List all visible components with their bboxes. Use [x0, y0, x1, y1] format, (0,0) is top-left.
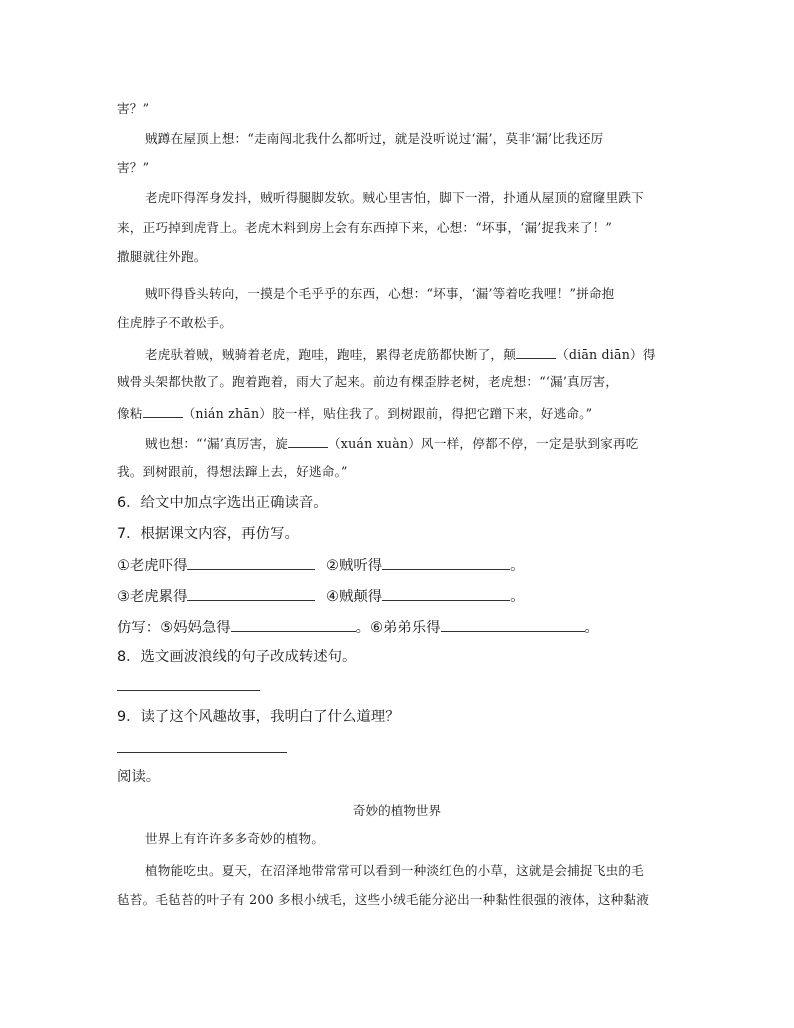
q7-imitate-prefix: 仿写： — [117, 620, 161, 636]
q7-row-2-period: 。 — [510, 589, 525, 605]
question-6: 6．给文中加点字选出正确读音。 — [117, 495, 328, 511]
q7-item-6-blank[interactable] — [441, 617, 585, 632]
q7-item-1-blank[interactable] — [187, 555, 315, 570]
story-line-12-text: 贼也想：“‘漏’真厉害，旋 — [145, 436, 288, 451]
q7-item-3-blank[interactable] — [187, 586, 315, 601]
story-line-1: 害？” — [117, 101, 150, 116]
story-line-9 — [145, 344, 656, 364]
q7-item-5-blank[interactable] — [231, 617, 356, 632]
q8-answer-line[interactable] — [117, 690, 260, 691]
q7-item-6-label: ⑥弟弟乐得 — [370, 620, 441, 636]
question-7: 7．根据课文内容，再仿写。 — [117, 526, 299, 542]
story-line-5: 来，正巧掉到虎背上。老虎木料到房上会有东西掉下来，心想：“坏事，‘漏’捉我来了！” — [117, 220, 613, 235]
story-line-6: 撒腿就往外跑。 — [117, 249, 207, 264]
story-line-8: 住虎脖子不敢松手。 — [117, 315, 233, 330]
story-line-11-pinyin: （nián zhān）胶一样，贴住我了。到树跟前，得把它蹭下来，好逃命。” — [182, 406, 593, 421]
q7-item-3-label: ③老虎累得 — [117, 589, 188, 605]
reading-paragraph-1: 世界上有许许多多奇妙的植物。 — [145, 831, 325, 846]
q7-item-4-blank[interactable] — [382, 586, 510, 601]
story-line-10: 贼骨头架都快散了。跑着跑着，雨大了起来。前边有棵歪脖老树，老虎想：“‘漏’真厉害， — [117, 374, 619, 389]
reading-paragraph-2-line-1: 植物能吃虫。夏天，在沼泽地带常常可以看到一种淡红色的小草，这就是会捕捉飞虫的毛 — [145, 863, 644, 878]
story-line-7: 贼吓得昏头转向，一摸是个毛乎乎的东西，心想：“坏事，‘漏’等着吃我哩！”拼命抱 — [145, 286, 615, 301]
question-9: 9．读了这个风趣故事，我明白了什么道理？ — [117, 709, 400, 725]
story-line-3: 害？” — [117, 160, 150, 175]
pinyin-blank-1[interactable] — [516, 344, 556, 359]
pinyin-blank-3[interactable] — [288, 433, 328, 448]
q7-row-3-period-1: 。 — [355, 620, 371, 636]
q7-row-2 — [117, 586, 525, 606]
q7-row-1-period: 。 — [510, 558, 525, 574]
story-line-12-pinyin: （xuán xuàn）风一样，停都不停，一定是驮到家再吃 — [327, 436, 639, 451]
q7-item-2-blank[interactable] — [382, 555, 510, 570]
q7-row-1 — [117, 555, 525, 575]
story-line-4: 老虎吓得浑身发抖，贼听得腿脚发软。贼心里害怕，脚下一滑，扑通从屋顶的窟窿里跌下 — [145, 190, 644, 205]
q7-item-5-label: ⑤妈妈急得 — [160, 620, 231, 636]
story-line-12 — [145, 433, 639, 453]
q7-item-1-label: ①老虎吓得 — [117, 558, 188, 574]
q7-row-3 — [117, 617, 599, 637]
question-8: 8．选文画波浪线的句子改成转述句。 — [117, 649, 357, 665]
q9-answer-line[interactable] — [117, 752, 287, 753]
q7-item-4-label: ④贼颠得 — [326, 589, 383, 605]
story-line-9-text: 老虎驮着贼，贼骑着老虎，跑哇，跑哇，累得老虎筋都快断了，颠 — [145, 347, 517, 362]
pinyin-blank-2[interactable] — [143, 403, 183, 418]
reading-paragraph-2-line-2: 毡苔。毛毡苔的叶子有 200 多根小绒毛，这些小绒毛能分泌出一种黏性很强的液体，这种黏液 — [117, 892, 650, 907]
reading-title: 奇妙的植物世界 — [352, 803, 442, 818]
story-line-2: 贼蹲在屋顶上想：“走南闯北我什么都听过，就是没听说过‘漏’，莫非‘漏’比我还厉 — [145, 131, 604, 146]
story-line-9-pinyin: （diān diān）得 — [556, 347, 656, 362]
story-line-13: 我。到树跟前，得想法蹿上去，好逃命。” — [117, 464, 348, 479]
story-line-11-text: 像粘 — [117, 406, 143, 421]
q7-item-2-label: ②贼听得 — [326, 558, 383, 574]
reading-heading: 阅读。 — [117, 769, 161, 785]
story-line-11 — [117, 403, 592, 423]
q7-row-3-period-2: 。 — [584, 620, 599, 636]
